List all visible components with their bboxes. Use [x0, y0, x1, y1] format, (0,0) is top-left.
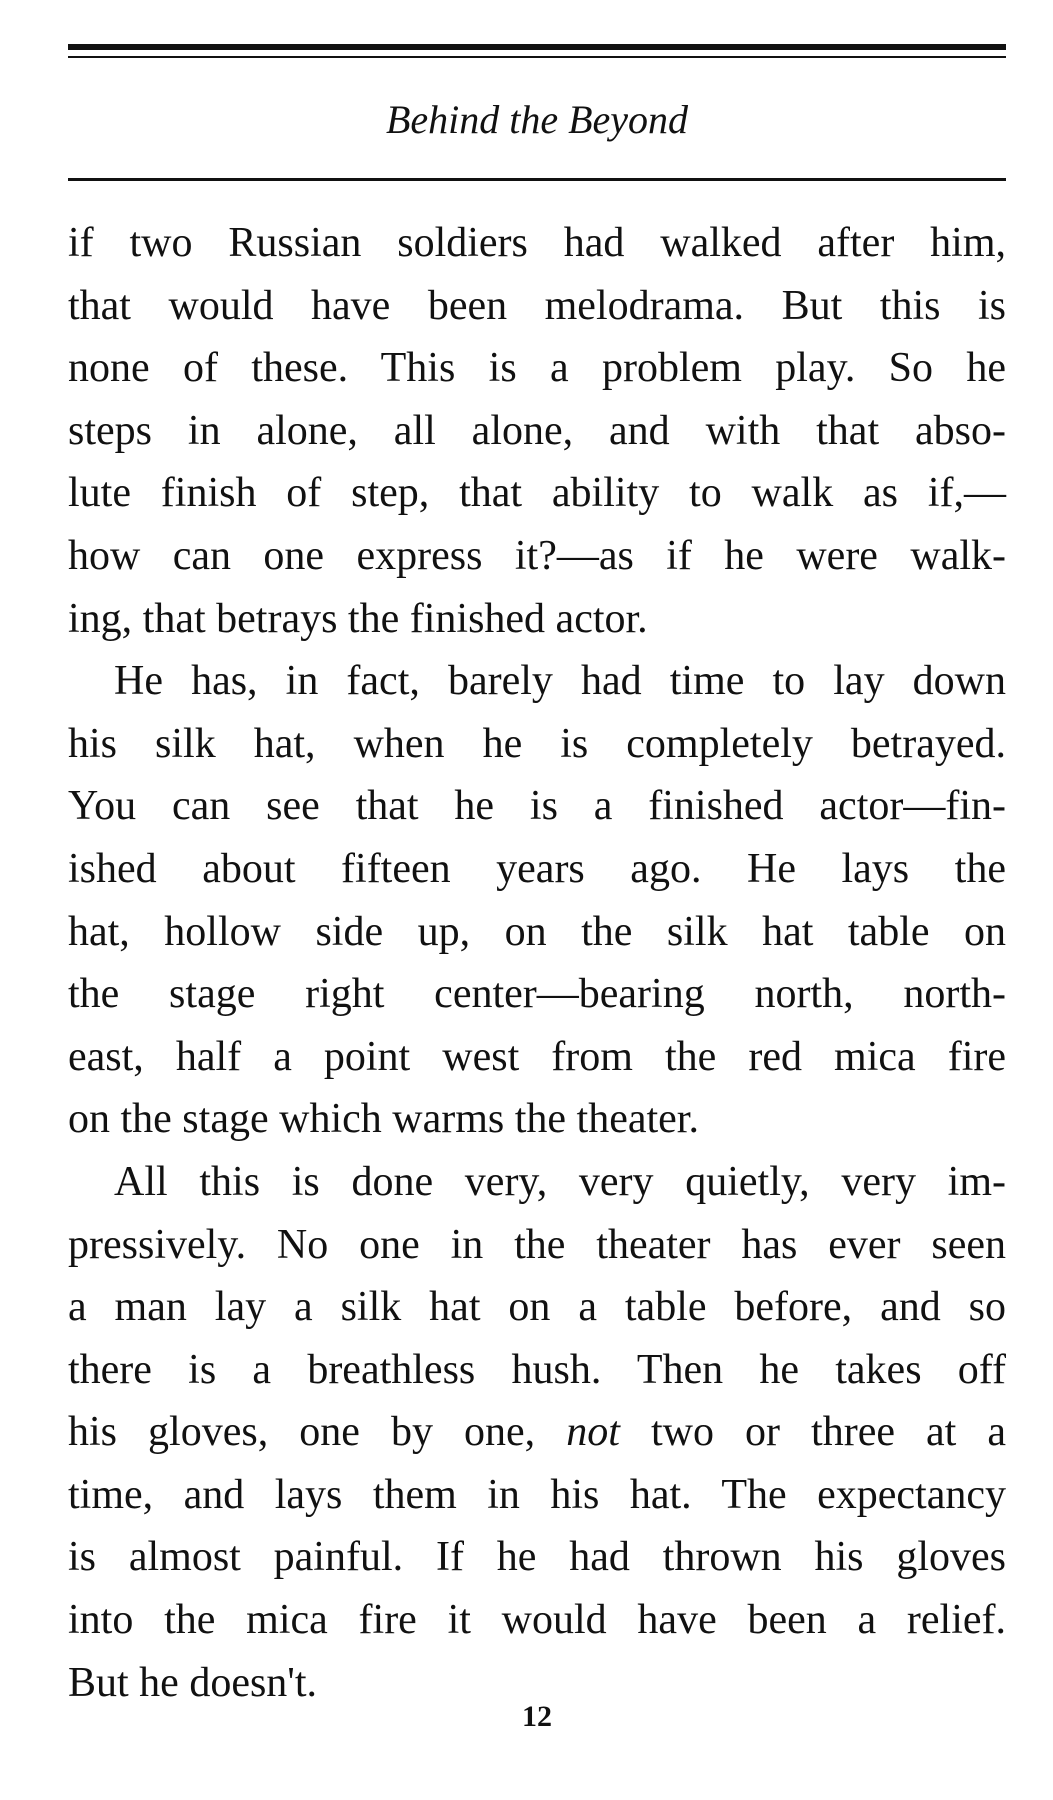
text-line: is almost painful. If he had thrown his gloves: [68, 1534, 1006, 1581]
text-line: into the mica fire it would have been a relief.: [68, 1597, 1006, 1644]
page-number: 12: [522, 1700, 552, 1733]
text-line: lute finish of step, that ability to walk as if,—: [68, 470, 1006, 517]
text-line: He has, in fact, barely had time to lay down: [114, 658, 1006, 705]
text-line: the stage right center—bearing north, north-: [68, 971, 1006, 1018]
page-body: [68, 212, 1006, 1714]
text-line: But he doesn't.: [68, 1659, 318, 1706]
header-rule-thin: [68, 56, 1006, 58]
text-line: if two Russian soldiers had walked after him,: [68, 220, 1006, 266]
running-head: Behind the Beyond: [385, 97, 689, 142]
text-line: east, half a point west from the red mica fire: [68, 1033, 1006, 1080]
text-line: that would have been melodrama. But this is: [68, 282, 1006, 329]
text-line: hat, hollow side up, on the silk hat table on: [68, 908, 1006, 955]
text-segment: his gloves, one by one,: [68, 1409, 536, 1456]
text-line: there is a breathless hush. Then he takes off: [68, 1346, 1006, 1393]
text-line: ing, that betrays the finished actor.: [68, 595, 648, 642]
text-line: his silk hat, when he is completely betrayed.: [68, 720, 1006, 767]
text-line: ished about fifteen years ago. He lays the: [68, 845, 1006, 892]
text-line: time, and lays them in his hat. The expectancy: [68, 1471, 1006, 1518]
text-line: on the stage which warms the theater.: [68, 1096, 699, 1143]
text-line: how can one express it?—as if he were walk-: [68, 532, 1006, 579]
header-rule-bottom: [68, 178, 1006, 181]
text-line: You can see that he is a finished actor—fin-: [68, 783, 1006, 830]
text-line: none of these. This is a problem play. So he: [68, 345, 1006, 392]
text-line-with-emphasis: [68, 1401, 1006, 1464]
header-rule-thick: [68, 44, 1006, 50]
text-line: pressively. No one in the theater has ever seen: [68, 1221, 1006, 1268]
text-line: steps in alone, all alone, and with that abso-: [68, 407, 1006, 454]
emphasis-text: not: [566, 1409, 620, 1456]
text-segment: two or three at a: [650, 1409, 1007, 1456]
text-line: All this is done very, very quietly, very im-: [114, 1158, 1006, 1205]
text-line: a man lay a silk hat on a table before, and so: [68, 1284, 1006, 1331]
